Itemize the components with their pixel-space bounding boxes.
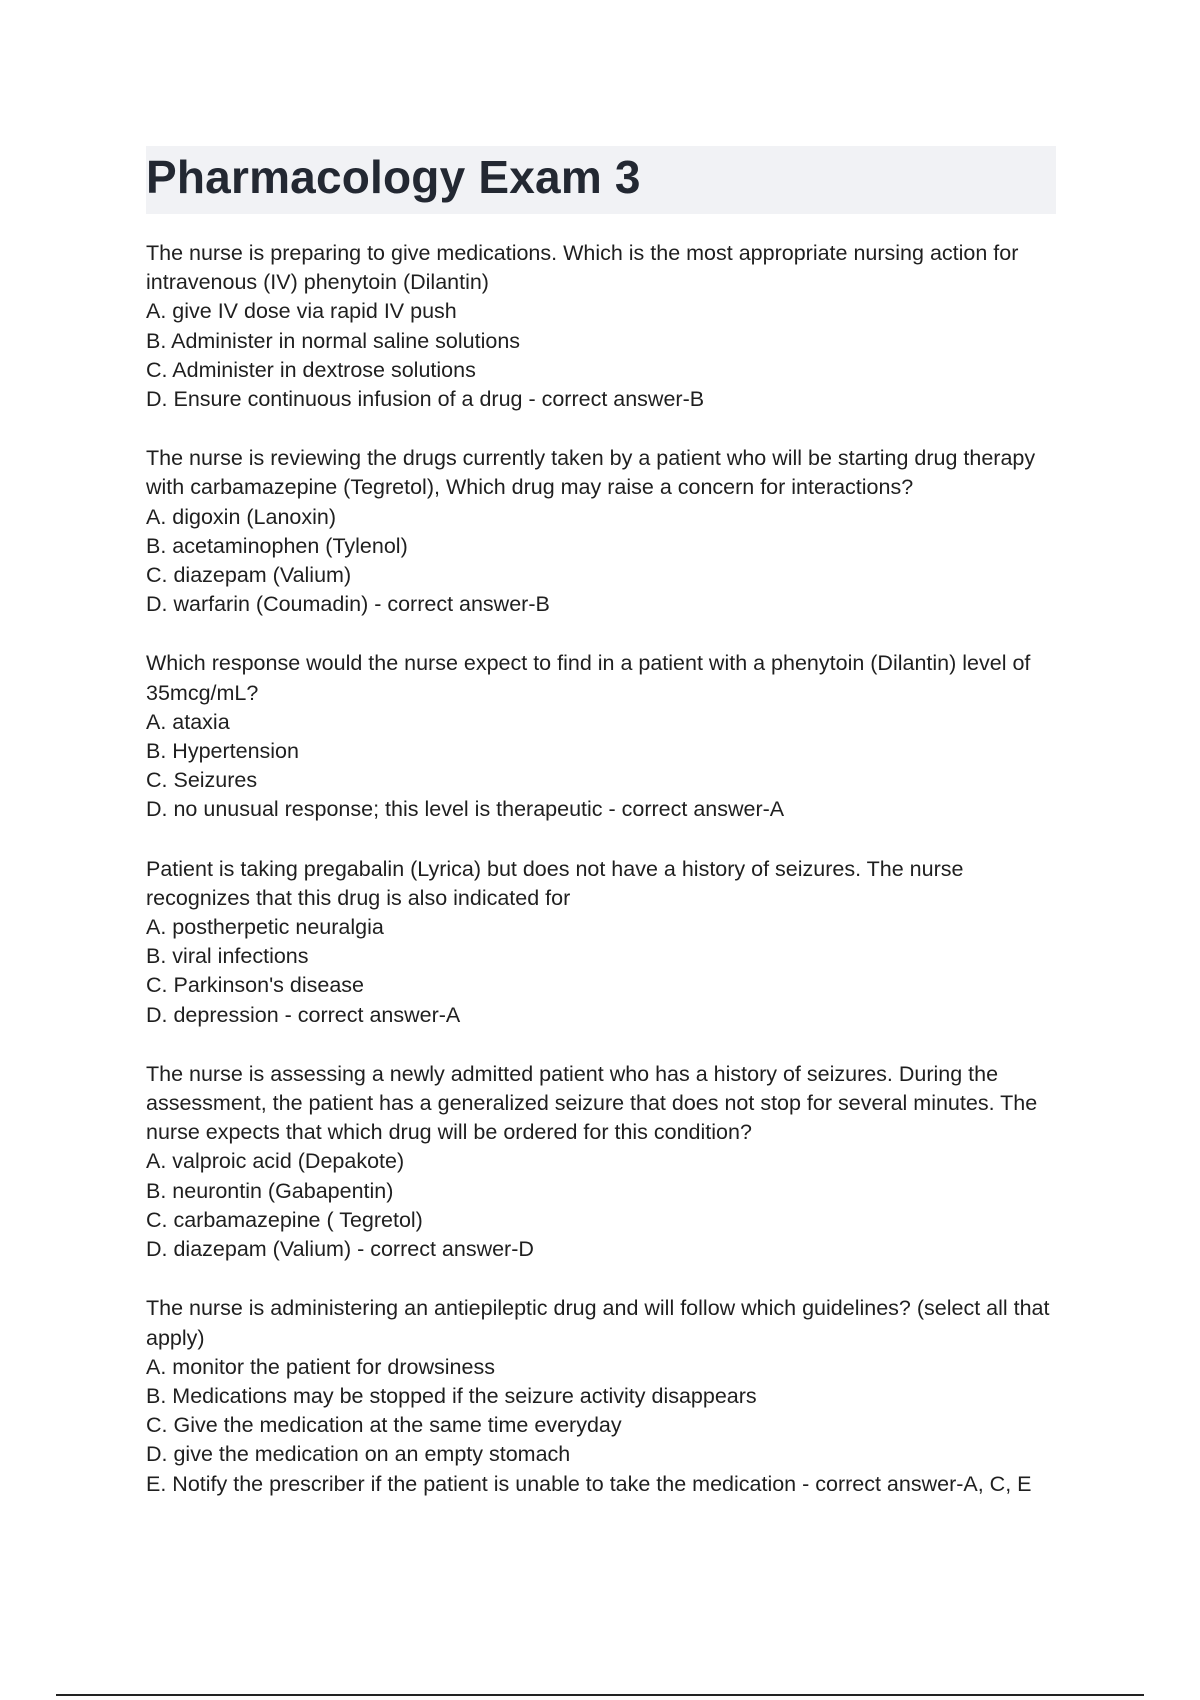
question-stem: Which response would the nurse expect to find in a patient with a phenytoin (Dilantin) level of 35mcg/mL? — [146, 651, 1031, 705]
question-list — [146, 239, 1061, 1529]
answer-option: D. depression - correct answer-A — [146, 1002, 461, 1027]
answer-option: D. no unusual response; this level is therapeutic - correct answer-A — [146, 797, 785, 822]
answer-option: B. viral infections — [146, 944, 309, 969]
answer-option: D. give the medication on an empty stomach — [146, 1442, 571, 1467]
answer-option: B. acetaminophen (Tylenol) — [146, 533, 408, 558]
question-1 — [146, 239, 1061, 414]
question-6 — [146, 1294, 1061, 1498]
answer-option: C. carbamazepine ( Tegretol) — [146, 1207, 423, 1232]
answer-option: D. diazepam (Valium) - correct answer-D — [146, 1237, 534, 1262]
page-title: Pharmacology Exam 3 — [146, 151, 641, 203]
answer-option: A. give IV dose via rapid IV push — [146, 299, 457, 324]
answer-option: E. Notify the prescriber if the patient is unable to take the medication - correct answer-A, C, E — [146, 1471, 1032, 1496]
answer-option: A. valproic acid (Depakote) — [146, 1149, 405, 1174]
question-4 — [146, 855, 1061, 1030]
answer-option: D. Ensure continuous infusion of a drug - correct answer-B — [146, 387, 705, 412]
answer-option: B. Administer in normal saline solutions — [146, 328, 521, 353]
question-stem: The nurse is administering an antiepileptic drug and will follow which guidelines? (select all that apply) — [146, 1296, 1050, 1350]
answer-option: C. Parkinson's disease — [146, 973, 365, 998]
answer-option: C. Seizures — [146, 768, 258, 793]
question-stem: The nurse is assessing a newly admitted patient who has a history of seizures. During the assessment, the patient has a generalized seizure that does not stop for several minutes. The nurse expects that which drug will be ordered for this condition? — [146, 1061, 1038, 1145]
question-5 — [146, 1060, 1061, 1264]
question-stem: Patient is taking pregabalin (Lyrica) but does not have a history of seizures. The nurse recognizes that this drug is also indicated for — [146, 856, 964, 910]
answer-option: C. Administer in dextrose solutions — [146, 357, 476, 382]
question-stem: The nurse is preparing to give medications. Which is the most appropriate nursing action for intravenous (IV) phenytoin (Dilantin) — [146, 241, 1019, 295]
answer-option: B. neurontin (Gabapentin) — [146, 1178, 394, 1203]
answer-option: A. ataxia — [146, 709, 230, 734]
answer-option: A. monitor the patient for drowsiness — [146, 1354, 495, 1379]
answer-option: A. digoxin (Lanoxin) — [146, 504, 337, 529]
answer-option: D. warfarin (Coumadin) - correct answer-B — [146, 592, 550, 617]
answer-option: A. postherpetic neuralgia — [146, 915, 384, 940]
answer-option: B. Hypertension — [146, 739, 299, 764]
title-band — [146, 146, 1056, 214]
answer-option: C. diazepam (Valium) — [146, 563, 352, 588]
question-3 — [146, 649, 1061, 824]
answer-option: B. Medications may be stopped if the seizure activity disappears — [146, 1383, 757, 1408]
footer-divider — [56, 1694, 1144, 1696]
question-stem: The nurse is reviewing the drugs currently taken by a patient who will be starting drug therapy with carbamazepine (Tegretol), Which drug may raise a concern for interactions? — [146, 446, 1036, 500]
answer-option: C. Give the medication at the same time everyday — [146, 1413, 622, 1438]
question-2 — [146, 444, 1061, 619]
